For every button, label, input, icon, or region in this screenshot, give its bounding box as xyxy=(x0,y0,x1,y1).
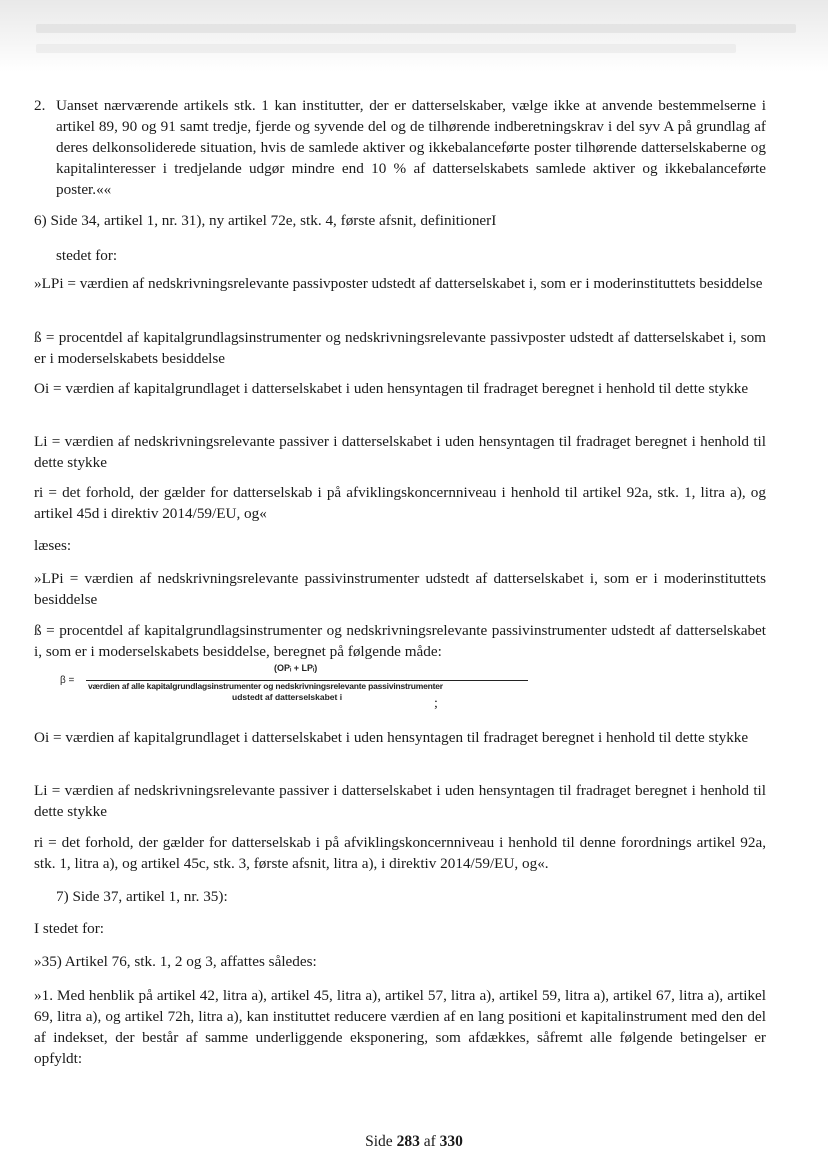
definition-li-old: Li = værdien af nedskrivningsrelevante passiver i datterselskabet i uden hensyntagen til fradraget beregnet i henhold til dette stykke xyxy=(34,433,766,471)
amendment-heading: 6) Side 34, artikel 1, nr. 31), ny artikel 72e, stk. 4, første afsnit, definitionerI xyxy=(34,212,497,229)
paragraph-text: læses: xyxy=(34,537,72,554)
formula-denominator-line2: udstedt af datterselskabet i xyxy=(232,692,343,702)
definition-oi-old: Oi = værdien af kapitalgrundlaget i datterselskabet i uden hensyntagen til fradraget beregnet i henhold til dette stykke xyxy=(34,380,749,397)
item-number: 2. xyxy=(34,97,46,114)
formula-semicolon: ; xyxy=(434,696,438,711)
definition-beta-old: ß = procentdel af kapitalgrundlagsinstrumenter og nedskrivningsrelevante passivposter udstedt af datterselskabet i, som er i moderselskabets besiddelse xyxy=(34,329,766,367)
footer-prefix: Side xyxy=(365,1133,393,1150)
formula-numerator: (OPᵢ + LPᵢ) xyxy=(274,663,318,673)
page-number: 283 xyxy=(396,1133,420,1150)
paragraph-text: I stedet for: xyxy=(34,920,105,937)
paragraph-item-2 xyxy=(34,95,766,200)
definition-lpi-old: »LPi = værdien af nedskrivningsrelevante passivposter udstedt af datterselskabet i, som er i moderinstituttets besiddelse xyxy=(34,275,763,292)
formula-denominator: værdien af alle kapitalgrundlagsinstrumenter og nedskrivningsrelevante passivinstrumenter xyxy=(88,681,443,691)
page-total: 330 xyxy=(439,1133,463,1150)
definition-lpi-new: »LPi = værdien af nedskrivningsrelevante passivinstrumenter udstedt af datterselskabet i, som er i moderinstituttets besiddelse xyxy=(34,570,766,608)
paragraph-text: stedet for: xyxy=(56,247,118,264)
formula-beta-symbol: β = xyxy=(60,675,75,686)
scan-bleed-through xyxy=(36,44,736,53)
scan-shadow-header xyxy=(0,0,828,72)
paragraph-text: Uanset nærværende artikels stk. 1 kan institutter, der er datterselskaber, vælge ikke at anvende bestemmelserne i artikel 89, 90 og 91 samt tredje, fjerde og syvende del og de tilhørende indberetningskrav i del syv A på grundlag af deres delkonsoliderede situation, hvis de samlede aktiver og ikkebalanceførte poster tilhørende datterselskaberne og kapitalinteresser i tredjelande udgør mindre end 10 % af datterselskabets samlede aktiver og ikkebalanceførte poster.«« xyxy=(56,97,766,198)
amendment-heading: 7) Side 37, artikel 1, nr. 35): xyxy=(56,888,228,905)
page-footer xyxy=(0,1133,828,1151)
definition-li-new: Li = værdien af nedskrivningsrelevante passiver i datterselskabet i uden hensyntagen til fradraget beregnet i henhold til dette stykke xyxy=(34,782,766,820)
definition-oi-new: Oi = værdien af kapitalgrundlaget i datterselskabet i uden hensyntagen til fradraget beregnet i henhold til dette stykke xyxy=(34,729,749,746)
definition-beta-new: ß = procentdel af kapitalgrundlagsinstrumenter og nedskrivningsrelevante passivinstrumenter udstedt af datterselskabet i, som er i moderselskabets besiddelse, beregnet på følgende måde: xyxy=(34,622,766,660)
paragraph-text: »1. Med henblik på artikel 42, litra a), artikel 45, litra a), artikel 57, litra a), artikel 59, litra a), artikel 67, litra a), artikel 69, litra a), og artikel 72h, litra a), kan instituttet reducere værdien af en lang positioni et kapitalinstrument med den del af indekset, der består af samme underliggende eksponering, som afdækkes, såfremt alle følgende betingelser er opfyldt: xyxy=(34,987,766,1067)
definition-ri-new: ri = det forhold, der gælder for datterselskab i på afviklingskoncernniveau i henhold til denne forordnings artikel 92a, stk. 1, litra a), og artikel 45c, stk. 3, første afsnit, litra a), i direktiv 2014/59/EU, og«. xyxy=(34,834,766,872)
footer-middle: af xyxy=(423,1133,436,1150)
scan-bleed-through xyxy=(36,24,796,33)
paragraph-text: »35) Artikel 76, stk. 1, 2 og 3, affattes således: xyxy=(34,953,317,970)
definition-ri-old: ri = det forhold, der gælder for datterselskab i på afviklingskoncernniveau i henhold til artikel 92a, stk. 1, litra a), og artikel 45d i direktiv 2014/59/EU, og« xyxy=(34,484,766,522)
